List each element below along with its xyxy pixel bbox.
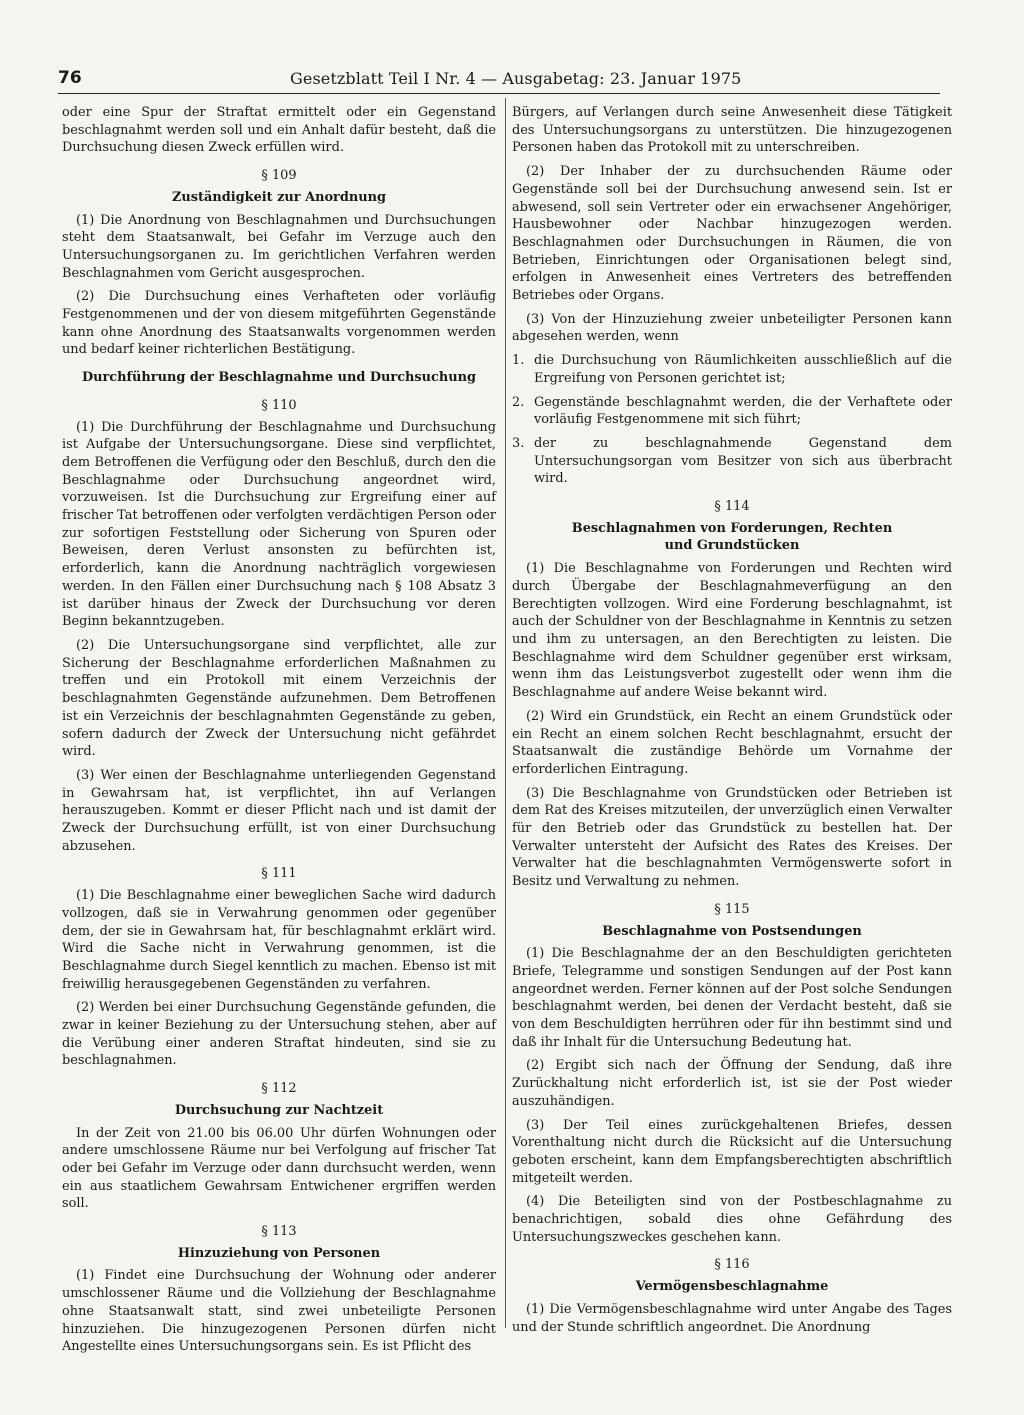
page-number: 76 — [58, 68, 82, 88]
section-title-line: und Grundstücken — [664, 538, 800, 554]
section-number: § 115 — [714, 901, 750, 917]
list-text: der zu beschlagnahmende Gegenstand dem Untersuchungsorgan vom Besitzer von sich aus überbracht wird. — [534, 435, 952, 487]
section-title: Beschlagnahme von Postsendungen — [602, 923, 862, 939]
right-column — [512, 104, 952, 1342]
section-title — [512, 520, 952, 555]
section-number: § 110 — [261, 397, 297, 413]
paragraph: (4) Die Beteiligten sind von der Postbeschlagnahme zu benachrichtigen, sobald dies ohne Gefährdung des Untersuchungszweckes geschehen kann. — [512, 1194, 952, 1245]
list-text: Gegenstände beschlagnahmt werden, die der Verhaftete oder vorläufig Festgenommene mit sich führt; — [534, 394, 952, 428]
column-divider — [505, 98, 506, 1328]
paragraph: (2) Werden bei einer Durchsuchung Gegenstände gefunden, die zwar in keiner Beziehung zu der Untersuchung stehen, aber auf die Verübung einer anderen Straftat hindeuten, sind sie zu beschlagnahmen. — [62, 1000, 496, 1069]
paragraph: (1) Die Durchführung der Beschlagnahme und Durchsuchung ist Aufgabe der Untersuchungsorgane. Diese sind verpflichtet, dem Betroffenen die Verfügung oder den Beschluß, durch den die Beschlagnahme oder Durchsuchung angeordnet wird, vorzuweisen. Ist die Durchsuchung zur Ergreifung einer auf frischer Tat betroffenen oder verfolgten verdächtigen Person oder zur sofortigen Feststellung oder Sicherung von Spuren oder Beweisen, deren Verlust ansonsten zu befürchten ist, erforderlich, kann die Anordnung nachträglich vorgewiesen werden. In den Fällen einer Durchsuchung nach § 108 Absatz 3 ist darüber hinaus der Zweck der Durchsuchung vor deren Beginn bekanntzugeben. — [62, 419, 496, 630]
paragraph: (3) Wer einen der Beschlagnahme unterliegenden Gegenstand in Gewahrsam hat, ist verpflichtet, ihn auf Verlangen herauszugeben. Kommt er dieser Pflicht nach und ist damit der Zweck der Durchsuchung erfüllt, ist von einer Durchsuchung abzusehen. — [62, 767, 496, 854]
list-text: die Durchsuchung von Räumlichkeiten ausschließlich auf die Ergreifung von Personen gerichtet ist; — [534, 353, 952, 386]
paragraph: (2) Die Untersuchungsorgane sind verpflichtet, alle zur Sicherung der Beschlagnahme erforderlichen Maßnahmen zu treffen und ein Protokoll mit einem Verzeichnis der beschlagnahmten Gegenstände aufzunehmen. Dem Betroffenen ist ein Verzeichnis der beschlagnahmten Gegenstände zu geben, sofern dadurch der Zweck der Untersuchung nicht gefährdet wird. — [62, 637, 496, 760]
paragraph: (1) Die Anordnung von Beschlagnahmen und Durchsuchungen steht dem Staatsanwalt, bei Gefahr im Verzuge auch den Untersuchungsorganen zu. Im gerichtlichen Verfahren werden Beschlagnahmen vom Gericht ausgesprochen. — [62, 212, 496, 281]
left-column — [62, 104, 496, 1362]
paragraph: (1) Die Beschlagnahme einer beweglichen Sache wird dadurch vollzogen, daß sie in Verwahrung genommen oder gegenüber dem, der sie in Gewahrsam hat, für beschlagnahmt erklärt wird. Wird die Sache nicht in Verwahrung genommen, ist die Beschlagnahme durch Siegel kenntlich zu machen. Ebenso ist mit freiwillig herausgegebenen Gegenständen zu verfahren. — [62, 888, 496, 992]
section-number: § 113 — [261, 1224, 297, 1240]
paragraph: Bürgers, auf Verlangen durch seine Anwesenheit diese Tätigkeit des Untersuchungsorgans zu unterstützen. Die hinzugezogenen Personen haben das Protokoll mit zu unterschreiben. — [512, 105, 952, 156]
paragraph: (1) Findet eine Durchsuchung der Wohnung oder anderer umschlossener Räume und die Vollziehung der Beschlagnahme ohne Staatsanwalt statt, sind zwei unbeteiligte Personen hinzuziehen. Die hinzugezogenen Personen dürfen nicht Angestellte eines Untersuchungsorgans sein. Es ist Pflicht des — [62, 1268, 496, 1355]
section-number: § 109 — [261, 168, 297, 184]
paragraph: (2) Wird ein Grundstück, ein Recht an einem Grundstück oder ein Recht an einem solchen Recht beschlagnahmt, ersucht der Staatsanwalt die zuständige Behörde um Vornahme der erforderlichen Eintragung. — [512, 708, 952, 777]
paragraph: (3) Der Teil eines zurückgehaltenen Briefes, dessen Vorenthaltung nicht durch die Rücksicht auf die Untersuchung geboten erscheint, kann dem Empfangsberechtigten abschriftlich mitgeteilt werden. — [512, 1117, 952, 1186]
section-number: § 112 — [261, 1081, 297, 1097]
list-number: 3. — [512, 435, 525, 451]
paragraph: oder eine Spur der Straftat ermittelt oder ein Gegenstand beschlagnahmt werden soll und ein Anhalt dafür besteht, daß die Durchsuchung diesen Zweck erfüllen wird. — [62, 105, 496, 156]
paragraph: (1) Die Beschlagnahme der an den Beschuldigten gerichteten Briefe, Telegramme und sonstigen Sendungen auf der Post kann angeordnet werden. Ferner können auf der Post solche Sendungen beschlagnahmt werden, bei denen der Verdacht besteht, daß sie von dem Beschuldigten herrühren oder für ihn bestimmt sind und daß ihr Inhalt für die Untersuchung Bedeutung hat. — [512, 946, 952, 1050]
section-title: Vermögensbeschlagnahme — [635, 1279, 829, 1295]
section-number: § 116 — [714, 1257, 750, 1273]
paragraph: (2) Die Durchsuchung eines Verhafteten oder vorläufig Festgenommenen und der von diesem mitgeführten Gegenstände kann ohne Anordnung des Staatsanwalts vorgenommen werden und bedarf keiner richterlichen Bestätigung. — [62, 289, 496, 358]
paragraph: (1) Die Vermögensbeschlagnahme wird unter Angabe des Tages und der Stunde schriftlich angeordnet. Die Anordnung — [512, 1301, 952, 1335]
list-number: 1. — [512, 353, 525, 369]
paragraph: (1) Die Beschlagnahme von Forderungen und Rechten wird durch Übergabe der Beschlagnahmeverfügung an den Berechtigten vollzogen. Wird eine Forderung beschlagnahmt, ist auch der Schuldner von der Beschlagnahme in Kenntnis zu setzen und ihm zu untersagen, an den Berechtigten zu leisten. Die Beschlagnahme wird dem Schuldner gegenüber erst wirksam, wenn ihm das Leistungsverbot zugestellt oder wenn ihm die Beschlagnahme auf andere Weise bekannt wird. — [512, 561, 952, 701]
running-head: Gesetzblatt Teil I Nr. 4 — Ausgabetag: 23. Januar 1975 — [290, 69, 742, 88]
chapter-title: Durchführung der Beschlagnahme und Durchsuchung — [81, 370, 477, 386]
list-item — [512, 394, 952, 429]
list-number: 2. — [512, 394, 525, 410]
list-item — [512, 352, 952, 387]
paragraph: (3) Von der Hinzuziehung zweier unbeteiligter Personen kann abgesehen werden, wenn — [512, 311, 952, 345]
section-number: § 114 — [714, 499, 750, 515]
paragraph: (2) Ergibt sich nach der Öffnung der Sendung, daß ihre Zurückhaltung nicht erforderlich ist, ist sie der Post wieder auszuhändigen. — [512, 1058, 952, 1109]
list-item — [512, 435, 952, 488]
header-rule — [58, 93, 940, 94]
paragraph: In der Zeit von 21.00 bis 06.00 Uhr dürfen Wohnungen oder andere umschlossene Räume nur bei Verfolgung auf frischer Tat oder bei Gefahr im Verzuge oder dann durchsucht werden, wenn ein aus staatlichem Gewahrsam Entwichener ergriffen werden soll. — [62, 1125, 496, 1212]
page-header — [58, 68, 938, 90]
section-title: Hinzuziehung von Personen — [177, 1245, 381, 1261]
section-title: Zuständigkeit zur Anordnung — [172, 189, 386, 205]
section-title-line: Beschlagnahmen von Forderungen, Rechten — [571, 520, 893, 536]
section-title: Durchsuchung zur Nachtzeit — [174, 1102, 384, 1118]
section-number: § 111 — [261, 866, 297, 882]
paragraph: (3) Die Beschlagnahme von Grundstücken oder Betrieben ist dem Rat des Kreises mitzuteilen, der unverzüglich einen Verwalter für den Betrieb oder das Grundstück zu bestellen hat. Der Verwalter untersteht der Aufsicht des Rates des Kreises. Der Verwalter hat die beschlagnahmten Vermögenswerte sofort in Besitz und Verwaltung zu nehmen. — [512, 785, 952, 890]
paragraph: (2) Der Inhaber der zu durchsuchenden Räume oder Gegenstände soll bei der Durchsuchung anwesend sein. Ist er abwesend, soll sein Vertreter oder ein erwachsener Angehöriger, Hausbewohner oder Nachbar hinzugezogen werden. Beschlagnahmen oder Durchsuchungen in Räumen, die von Betrieben, Einrichtungen oder Organisationen belegt sind, erfolgen in Anwesenheit eines Vertreters des betreffenden Betriebes oder Organs. — [512, 164, 952, 304]
